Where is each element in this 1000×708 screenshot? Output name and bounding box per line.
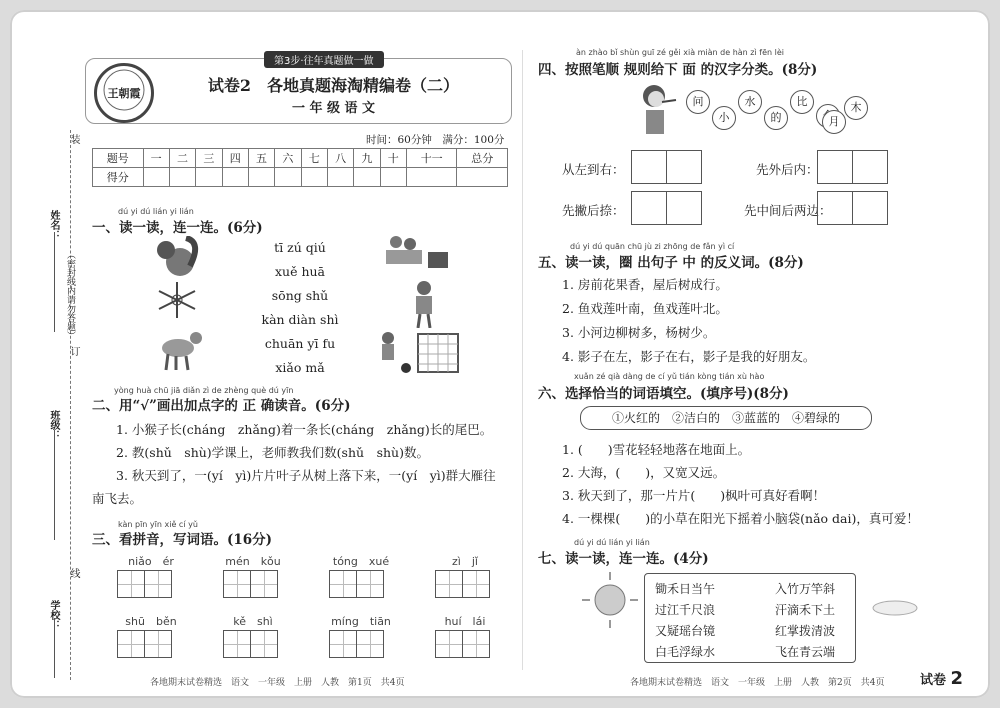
write-boxes[interactable] bbox=[436, 630, 490, 658]
s7-pinyin: dú yi dú lián yi lián bbox=[574, 538, 650, 547]
s2-line-4: 南飞去。 bbox=[92, 491, 143, 506]
char-bubble: 水 bbox=[738, 90, 762, 114]
s3-word: tóng xué bbox=[332, 555, 390, 568]
s2-pinyin: yòng huà chū jiā diǎn zì de zhèng què dú yīn bbox=[114, 386, 294, 395]
s1-word: chuān yī fu bbox=[264, 336, 336, 351]
score-cell: 总分 bbox=[457, 149, 508, 168]
page-divider bbox=[522, 50, 523, 670]
score-input[interactable] bbox=[301, 168, 327, 187]
logo-text: 王朝霞 bbox=[107, 87, 141, 100]
tv-family-image bbox=[382, 232, 452, 282]
s4-answer-boxes[interactable] bbox=[818, 150, 888, 184]
s3-word: zì jǐ bbox=[452, 555, 478, 568]
s6-line-4: 4. 一棵棵( )的小草在阳光下摇着小脑袋(nǎo dai)，真可爱！ bbox=[562, 511, 919, 526]
s7-title: 七、读一读，连一连。(4分) bbox=[538, 551, 709, 567]
poem-right: 飞在青云端 bbox=[775, 645, 836, 659]
write-boxes[interactable] bbox=[118, 630, 172, 658]
char-bubble: 小 bbox=[712, 106, 736, 130]
s6-pinyin: xuǎn zé qià dàng de cí yǔ tián kòng tián xù hào bbox=[574, 372, 765, 381]
s1-word: tī zú qiú bbox=[274, 240, 326, 255]
s5-line-3: 3. 小河边柳树多，杨树少。 bbox=[562, 325, 716, 340]
write-boxes[interactable] bbox=[224, 630, 278, 658]
poem-left: 锄禾日当午 bbox=[655, 582, 716, 596]
score-cell: 二 bbox=[169, 149, 195, 168]
write-boxes[interactable] bbox=[224, 570, 278, 598]
exam-meta: 时间：60分钟 满分：100分 bbox=[366, 134, 505, 146]
s2-line-2: 2. 教(shǔ shù)学课上，老师教我们数(shǔ shù)数。 bbox=[116, 445, 429, 460]
s6-line-1: 1. ( )雪花轻轻地落在地面上。 bbox=[562, 442, 751, 457]
poem-right: 汗滴禾下土 bbox=[775, 603, 836, 617]
exam-title: 试卷2 各地真题海淘精编卷（二） bbox=[207, 76, 460, 95]
score-input[interactable] bbox=[380, 168, 406, 187]
paper-badge-number: 2 bbox=[950, 668, 964, 689]
s4-title: 四、按照笔顺 规则给下 面 的汉字分类。(8分) bbox=[538, 62, 818, 78]
s2-line-1: 1. 小猴子长(cháng zhǎng)着一条长(cháng zhǎng)长的尾巴。 bbox=[116, 422, 493, 437]
s1-word: sōng shǔ bbox=[271, 288, 329, 303]
score-cell: 五 bbox=[248, 149, 274, 168]
score-value-row bbox=[93, 168, 508, 187]
paper-badge bbox=[920, 668, 963, 689]
score-cell: 一 bbox=[143, 149, 169, 168]
s1-word-list bbox=[240, 236, 360, 380]
binding-note: （密封线内请勿答题） bbox=[65, 250, 75, 340]
char-bubble: 月 bbox=[822, 110, 846, 134]
poem-right: 红掌拨清波 bbox=[775, 624, 836, 638]
s1-word: xuě huā bbox=[274, 264, 326, 279]
s7-poem-box bbox=[644, 573, 856, 663]
write-boxes[interactable] bbox=[330, 570, 384, 598]
publisher-logo bbox=[94, 63, 154, 123]
score-header-row bbox=[93, 149, 508, 168]
poem-left: 过江千尺浪 bbox=[655, 603, 716, 617]
s1-word: xiǎo mǎ bbox=[275, 360, 325, 375]
s3-word: shū běn bbox=[125, 615, 177, 628]
s6-line-2: 2. 大海，( )，又宽又远。 bbox=[562, 465, 726, 480]
name-label: 姓名： bbox=[48, 210, 59, 240]
char-bubble: 比 bbox=[790, 90, 814, 114]
score-cell: 八 bbox=[327, 149, 353, 168]
s1-title: 一、读一读，连一连。(6分) bbox=[92, 220, 263, 236]
football-goal-image bbox=[378, 328, 462, 378]
binding-xian: 线 bbox=[68, 568, 79, 578]
score-input[interactable] bbox=[169, 168, 195, 187]
char-bubble: 的 bbox=[764, 106, 788, 130]
score-input[interactable] bbox=[354, 168, 380, 187]
write-boxes[interactable] bbox=[436, 570, 490, 598]
s4-answer-boxes[interactable] bbox=[818, 191, 888, 225]
score-cell: 七 bbox=[301, 149, 327, 168]
write-boxes[interactable] bbox=[118, 570, 172, 598]
s5-pinyin: dú yi dú quān chū jù zi zhōng de fǎn yì cí bbox=[570, 242, 735, 251]
paper-badge-text: 试卷 bbox=[920, 673, 947, 688]
step-badge: 第3步·往年真题做一做 bbox=[264, 51, 384, 68]
binding-ding: 订 bbox=[68, 346, 79, 356]
s3-pinyin: kàn pīn yīn xiě cí yǔ bbox=[118, 520, 198, 529]
poem-left: 白毛浮绿水 bbox=[655, 645, 716, 659]
horse-image bbox=[150, 326, 206, 376]
poem-right: 入竹万竿斜 bbox=[775, 582, 836, 596]
s5-line-1: 1. 房前花果香，屋后树成行。 bbox=[562, 277, 728, 292]
poem-left: 又疑瑶台镜 bbox=[655, 624, 716, 638]
char-bubble: 木 bbox=[844, 96, 868, 120]
s2-line-3: 3. 秋天到了，一(yí yì)片片叶子从树上落下来，一(yí yì)群大雁往 bbox=[116, 468, 496, 483]
s3-word: niǎo ér bbox=[128, 555, 174, 568]
score-cell: 题号 bbox=[93, 149, 144, 168]
s3-title: 三、看拼音，写词语。(16分) bbox=[92, 532, 273, 548]
binding-line bbox=[70, 130, 71, 680]
binding-seal: 装 bbox=[68, 134, 79, 144]
s1-word: kàn diàn shì bbox=[261, 312, 339, 327]
s6-title: 六、选择恰当的词语填空。(填序号)(8分) bbox=[538, 386, 789, 402]
s3-word: míng tiān bbox=[331, 615, 391, 628]
s6-line-3: 3. 秋天到了，那一片片( )枫叶可真好看啊！ bbox=[562, 488, 826, 503]
score-cell: 六 bbox=[275, 149, 301, 168]
s3-word: kě shì bbox=[233, 615, 273, 628]
squirrel-image bbox=[150, 236, 202, 284]
school-field[interactable] bbox=[54, 618, 55, 678]
score-input[interactable] bbox=[196, 168, 222, 187]
score-label: 得分 bbox=[93, 168, 144, 187]
score-cell: 九 bbox=[354, 149, 380, 168]
s5-line-2: 2. 鱼戏莲叶南，鱼戏莲叶北。 bbox=[562, 301, 728, 316]
score-table bbox=[92, 148, 508, 187]
s5-line-4: 4. 影子在左，影子在右，影子是我的好朋友。 bbox=[562, 349, 816, 364]
score-cell: 十 bbox=[380, 149, 406, 168]
score-input[interactable] bbox=[275, 168, 301, 187]
class-field[interactable] bbox=[54, 430, 55, 540]
school-label: 学校： bbox=[48, 600, 59, 630]
score-input[interactable] bbox=[406, 168, 457, 187]
snowflake-image bbox=[154, 280, 200, 324]
s4-label-1: 从左到右： bbox=[562, 162, 625, 177]
footer-right: 各地期末试卷精选 语文 一年级 上册 人教 第2页 共4页 bbox=[630, 678, 885, 688]
exam-subtitle: 一 年 级 语 文 bbox=[291, 101, 376, 116]
exam-sheet bbox=[10, 10, 990, 698]
exam-header bbox=[85, 58, 512, 124]
footer-left: 各地期末试卷精选 语文 一年级 上册 人教 第1页 共4页 bbox=[150, 678, 405, 688]
score-input[interactable] bbox=[457, 168, 508, 187]
score-input[interactable] bbox=[248, 168, 274, 187]
s4-label-2: 先外后内： bbox=[756, 162, 819, 177]
class-label: 班级： bbox=[48, 410, 59, 440]
s5-title: 五、读一读，圈 出句子 中 的反义词。(8分) bbox=[538, 255, 804, 271]
child-dressing-image bbox=[406, 280, 442, 332]
score-input[interactable] bbox=[143, 168, 169, 187]
s4-pinyin: àn zhào bǐ shùn guī zé gěi xià miàn de hàn zì fēn lèi bbox=[576, 48, 784, 57]
cloud-image bbox=[870, 594, 920, 620]
s1-pinyin: dú yi dú lián yi lián bbox=[118, 207, 194, 216]
score-cell: 四 bbox=[222, 149, 248, 168]
s4-label-4: 先中间后两边： bbox=[744, 203, 832, 218]
score-input[interactable] bbox=[222, 168, 248, 187]
score-input[interactable] bbox=[327, 168, 353, 187]
s4-label-3: 先撇后捺： bbox=[562, 203, 625, 218]
sun-image bbox=[580, 570, 640, 634]
s3-word: huí lái bbox=[444, 615, 486, 628]
score-cell: 三 bbox=[196, 149, 222, 168]
girl-blowing-image bbox=[632, 82, 680, 144]
s6-options: ①火红的 ②洁白的 ③蓝蓝的 ④碧绿的 bbox=[580, 406, 872, 430]
write-boxes[interactable] bbox=[330, 630, 384, 658]
s2-title: 二、用“√”画出加点字的 正 确读音。(6分) bbox=[92, 398, 351, 414]
name-field[interactable] bbox=[54, 232, 55, 332]
s4-answer-boxes[interactable] bbox=[632, 150, 702, 184]
char-bubble: 问 bbox=[686, 90, 710, 114]
score-cell: 十一 bbox=[406, 149, 457, 168]
s4-answer-boxes[interactable] bbox=[632, 191, 702, 225]
s3-word: mén kǒu bbox=[225, 555, 281, 568]
